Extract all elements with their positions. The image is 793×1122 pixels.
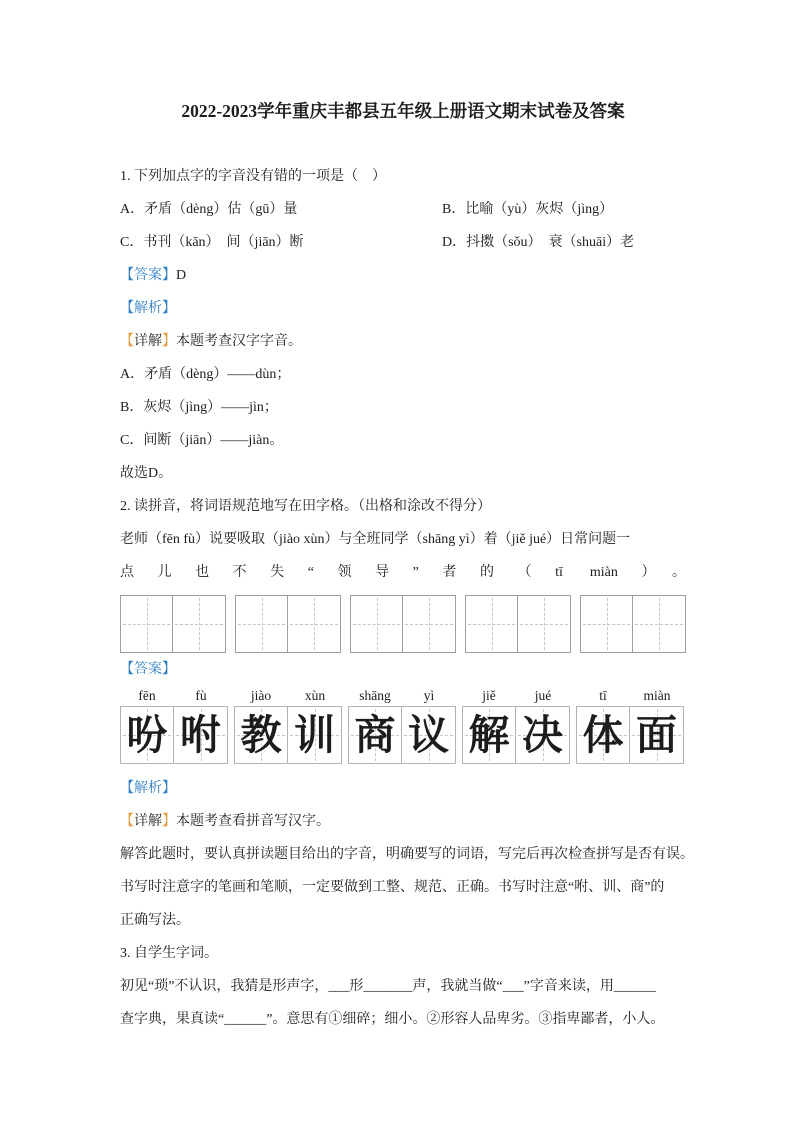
answer-grid-group	[234, 686, 342, 764]
analysis-label: 【解析】	[120, 781, 176, 796]
tianzige-cell	[120, 706, 174, 764]
answer-cells-row	[234, 706, 342, 764]
empty-grid-group	[350, 595, 456, 653]
answer-grid	[120, 686, 686, 764]
tianzige-cell	[348, 706, 402, 764]
q1-analysis-row	[120, 292, 686, 325]
pinyin-label: xùn	[304, 688, 326, 703]
tianzige-cell	[580, 595, 633, 653]
q2-answer-row	[120, 653, 686, 686]
q1-detail-row	[120, 325, 686, 358]
q3-line-2: 查字典，果真读“______”。意思有①细碎；细小。②形容人品卑劣。③指卑鄙者，小人。	[120, 1012, 665, 1027]
answer-character: 吩	[126, 711, 168, 758]
tianzige-cell	[235, 595, 288, 653]
pinyin-label: shāng	[359, 688, 391, 703]
q1-answer-value: D	[176, 268, 187, 283]
answer-grid-group	[576, 686, 684, 764]
q1-detail-text: 本题考查汉字字音。	[176, 334, 302, 349]
pinyin-label: yì	[423, 688, 435, 703]
pinyin-row	[348, 686, 456, 706]
pinyin-row	[462, 686, 570, 706]
pinyin-label: jiě	[482, 688, 496, 703]
q3-line-1: 初见“琐”不认识，我猜是形声字，___形_______声，我就当做“___”字音来读，用______	[120, 979, 656, 994]
tianzige-cell	[120, 595, 173, 653]
answer-cells-row	[462, 706, 570, 764]
tianzige-cell	[576, 706, 630, 764]
tianzige-cell	[465, 595, 518, 653]
tianzige-cell	[630, 706, 684, 764]
tianzige-cell	[173, 595, 226, 653]
answer-label: 【答案】	[120, 662, 176, 677]
tianzige-cell	[288, 706, 342, 764]
option-d: D．抖擞（sǒu） 衰（shuāi）老	[442, 235, 635, 250]
q2-detail-line-3: 正确写法。	[120, 913, 190, 928]
empty-writing-grid	[120, 595, 686, 653]
question-2-stem: 2. 读拼音，将词语规范地写在田字格。（出格和涂改不得分）	[120, 499, 491, 514]
tianzige-cell	[462, 706, 516, 764]
tianzige-cell	[516, 706, 570, 764]
answer-character: 解	[468, 711, 510, 758]
q2-paragraph-line-2: 点儿也不失“领导”者的（tī miàn）。	[120, 565, 686, 580]
tianzige-cell	[288, 595, 341, 653]
page-content	[120, 0, 694, 1036]
answer-grid-group	[120, 686, 228, 764]
question-3-stem: 3. 自学生字词。	[120, 946, 218, 961]
pinyin-label: miàn	[643, 688, 671, 703]
detail-bracket-open: 【	[120, 814, 134, 829]
page-title: 2022-2023学年重庆丰都县五年级上册语文期末试卷及答案	[181, 101, 625, 121]
tianzige-cell	[518, 595, 571, 653]
empty-grid-group	[120, 595, 226, 653]
answer-grid-group	[462, 686, 570, 764]
question-1-options	[120, 193, 686, 259]
tianzige-cell	[350, 595, 403, 653]
detail-label: 详解	[134, 334, 162, 349]
q1-detail-line-c: C．间断（jiān）——jiàn。	[120, 433, 284, 448]
q1-detail-line-b: B．灰烬（jìng）——jìn；	[120, 400, 278, 415]
answer-cells-row	[120, 706, 228, 764]
q2-analysis-row	[120, 772, 686, 805]
answer-character: 商	[354, 711, 396, 758]
answer-character: 面	[636, 711, 677, 758]
empty-grid-group	[465, 595, 571, 653]
tianzige-cell	[633, 595, 686, 653]
option-b: B．比喻（yù）灰烬（jìng）	[442, 202, 614, 217]
answer-cells-row	[348, 706, 456, 764]
answer-character: 训	[294, 711, 335, 758]
answer-cells-row	[576, 706, 684, 764]
pinyin-label: fù	[195, 688, 207, 703]
pinyin-row	[120, 686, 228, 706]
pinyin-label: tī	[599, 688, 607, 703]
option-c: C．书刊（kān） 间（jiān）断	[120, 235, 304, 250]
pinyin-row	[576, 686, 684, 706]
q1-answer-row	[120, 259, 686, 292]
answer-character: 咐	[180, 711, 221, 758]
q1-detail-line-a: A．矛盾（dèng）——dùn；	[120, 367, 291, 382]
q2-detail-row	[120, 805, 686, 838]
tianzige-cell	[403, 595, 456, 653]
question-1-stem: 1. 下列加点字的字音没有错的一项是（ ）	[120, 169, 386, 184]
tianzige-cell	[234, 706, 288, 764]
empty-grid-group	[580, 595, 686, 653]
answer-label: 【答案】	[120, 268, 176, 283]
answer-character: 体	[582, 711, 624, 758]
pinyin-label: jiào	[250, 688, 272, 703]
empty-grid-group	[235, 595, 341, 653]
answer-character: 教	[240, 711, 282, 758]
tianzige-cell	[174, 706, 228, 764]
detail-bracket-close: 】	[162, 814, 176, 829]
detail-bracket-open: 【	[120, 334, 134, 349]
q2-paragraph-line-1: 老师（fēn fù）说要吸取（jiào xùn）与全班同学（shāng yì）着（jiě jué）日常问题一	[120, 532, 631, 547]
detail-label: 详解	[134, 814, 162, 829]
answer-character: 决	[522, 711, 563, 758]
q1-detail-conclusion: 故选D。	[120, 466, 173, 481]
pinyin-label: jué	[534, 688, 552, 703]
q2-detail-line-1: 解答此题时，要认真拼读题目给出的字音，明确要写的词语，写完后再次检查拼写是否有误。	[120, 847, 694, 862]
analysis-label: 【解析】	[120, 301, 176, 316]
option-a: A．矛盾（dèng）估（gū）量	[120, 202, 298, 217]
detail-bracket-close: 】	[162, 334, 176, 349]
q2-detail-line-2: 书写时注意字的笔画和笔顺，一定要做到工整、规范、正确。书写时注意“咐、训、商”的	[120, 880, 665, 895]
pinyin-row	[234, 686, 342, 706]
answer-grid-group	[348, 686, 456, 764]
tianzige-cell	[402, 706, 456, 764]
answer-character: 议	[408, 711, 449, 758]
pinyin-label: fēn	[138, 688, 156, 703]
q2-detail-text: 本题考查看拼音写汉字。	[176, 814, 330, 829]
